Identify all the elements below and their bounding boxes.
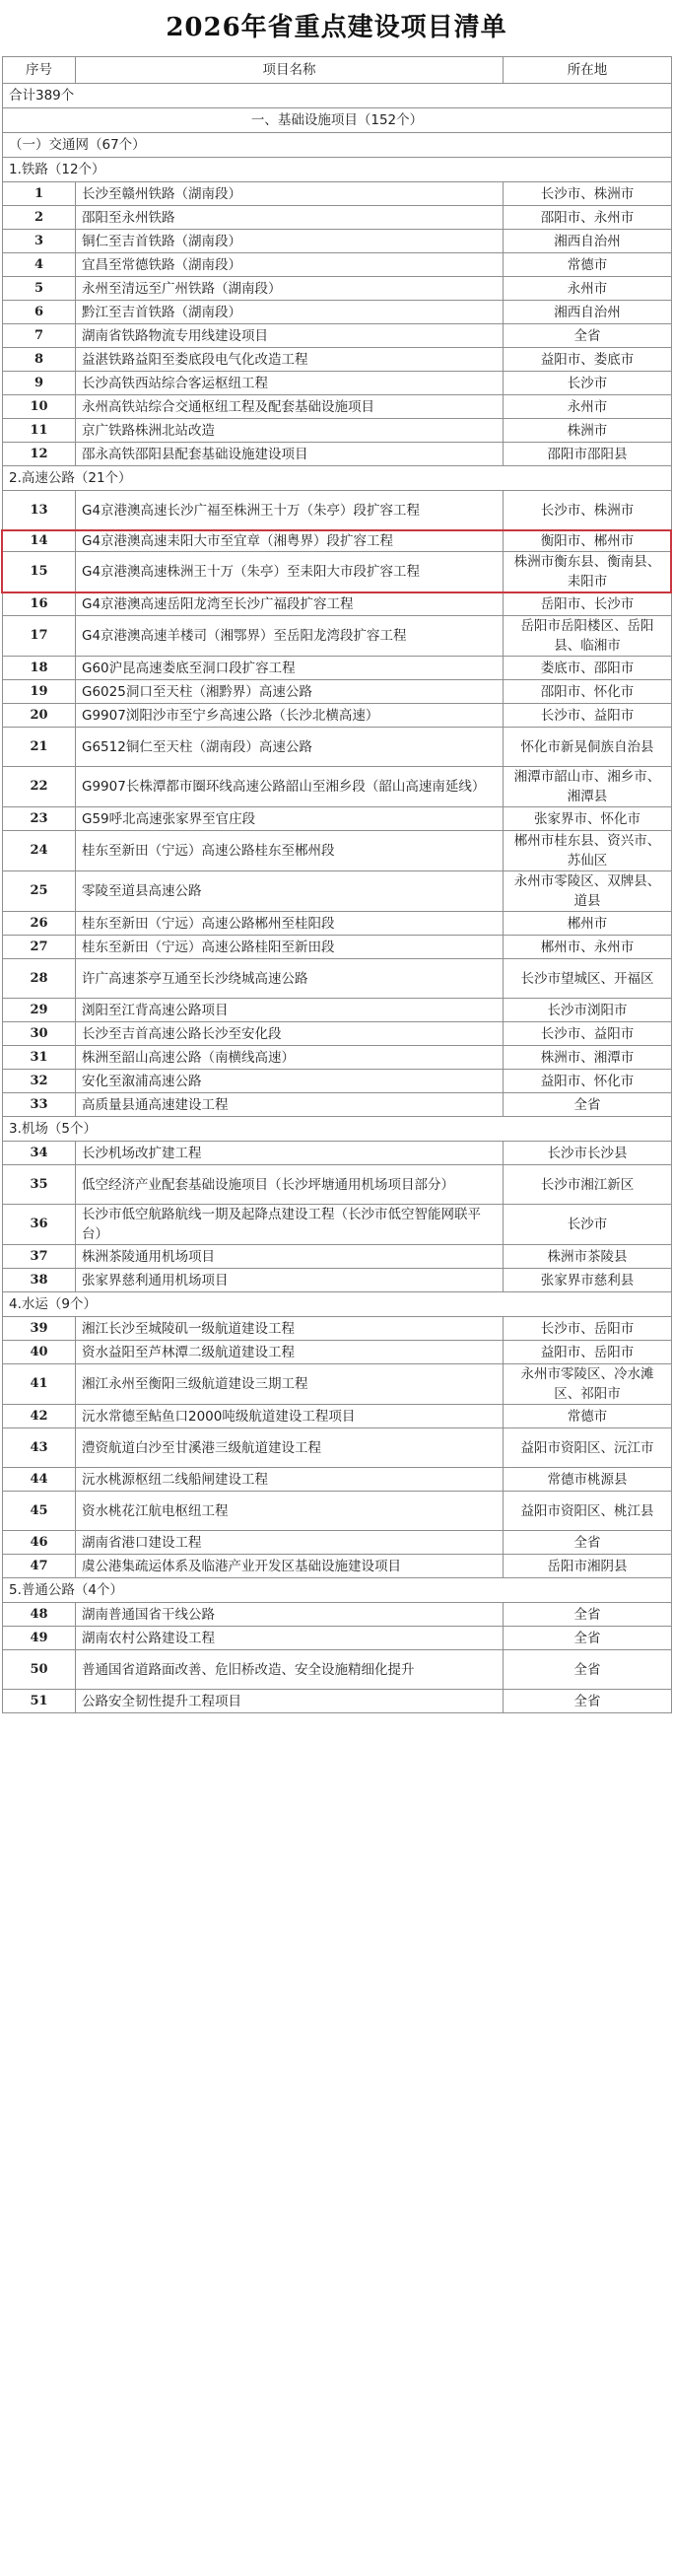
group-title: 1.铁路（12个）: [3, 158, 672, 182]
project-location: 张家界市慈利县: [504, 1269, 672, 1292]
table-row: [3, 1405, 672, 1428]
project-location: 岳阳市岳阳楼区、岳阳县、临湘市: [504, 616, 672, 657]
group-title: 2.高速公路（21个）: [3, 466, 672, 491]
group-row: [3, 158, 672, 182]
row-number: 43: [3, 1428, 76, 1468]
row-number: 20: [3, 704, 76, 728]
project-location: 岳阳市湘阴县: [504, 1555, 672, 1578]
table-row: [3, 871, 672, 912]
group-row: [3, 1578, 672, 1603]
table-row: [3, 1555, 672, 1578]
project-name: 桂东至新田（宁远）高速公路桂阳至新田段: [76, 936, 504, 959]
project-location: 娄底市、邵阳市: [504, 657, 672, 680]
row-number: 42: [3, 1405, 76, 1428]
row-number: 22: [3, 767, 76, 807]
subsection-row: [3, 133, 672, 158]
project-name: 公路安全韧性提升工程项目: [76, 1690, 504, 1713]
table-row: [3, 1317, 672, 1341]
table-header-row: [3, 57, 672, 84]
table-row: [3, 704, 672, 728]
project-location: 长沙市: [504, 1205, 672, 1245]
row-number: 21: [3, 728, 76, 767]
header-location: 所在地: [504, 57, 672, 84]
row-number: 30: [3, 1022, 76, 1046]
table-row: [3, 1364, 672, 1405]
project-name: 桂东至新田（宁远）高速公路桂东至郴州段: [76, 831, 504, 871]
project-name: 永州高铁站综合交通枢纽工程及配套基础设施项目: [76, 395, 504, 419]
table-row: [3, 1093, 672, 1117]
project-name: 长沙至赣州铁路（湖南段）: [76, 182, 504, 206]
project-name: G4京港澳高速株洲王十万（朱亭）至耒阳大市段扩容工程: [76, 552, 504, 592]
group-row: [3, 466, 672, 491]
project-name: 许广高速茶亭互通至长沙绕城高速公路: [76, 959, 504, 999]
project-name: 长沙市低空航路航线一期及起降点建设工程（长沙市低空智能网联平台）: [76, 1205, 504, 1245]
project-name: 低空经济产业配套基础设施项目（长沙坪塘通用机场项目部分）: [76, 1165, 504, 1205]
table-row: [3, 1165, 672, 1205]
table-row: [3, 592, 672, 616]
row-number: 13: [3, 491, 76, 530]
table-row: [3, 348, 672, 372]
project-name: G4京港澳高速耒阳大市至宜章（湘粤界）段扩容工程: [76, 530, 504, 552]
project-name: 长沙至吉首高速公路长沙至安化段: [76, 1022, 504, 1046]
project-name: 澧资航道白沙至甘溪港三级航道建设工程: [76, 1428, 504, 1468]
row-number: 23: [3, 807, 76, 831]
project-name: 湘江长沙至城陵矶一级航道建设工程: [76, 1317, 504, 1341]
group-title: 4.水运（9个）: [3, 1292, 672, 1317]
project-name: G9907浏阳沙市至宁乡高速公路（长沙北横高速）: [76, 704, 504, 728]
table-row: [3, 616, 672, 657]
project-location: 怀化市新晃侗族自治县: [504, 728, 672, 767]
project-location: 全省: [504, 324, 672, 348]
table-row: [3, 419, 672, 443]
row-number: 48: [3, 1603, 76, 1627]
project-name: 安化至溆浦高速公路: [76, 1070, 504, 1093]
project-location: 张家界市、怀化市: [504, 807, 672, 831]
row-number: 16: [3, 592, 76, 616]
project-name: 永州至清远至广州铁路（湖南段）: [76, 277, 504, 301]
row-number: 44: [3, 1468, 76, 1492]
project-name: G4京港澳高速岳阳龙湾至长沙广福段扩容工程: [76, 592, 504, 616]
project-name: G4京港澳高速长沙广福至株洲王十万（朱亭）段扩容工程: [76, 491, 504, 530]
row-number: 7: [3, 324, 76, 348]
project-name: 黔江至吉首铁路（湖南段）: [76, 301, 504, 324]
project-name: G6512铜仁至天柱（湖南段）高速公路: [76, 728, 504, 767]
project-name: 资水桃花江航电枢纽工程: [76, 1492, 504, 1531]
total-count: 合计389个: [3, 84, 672, 108]
project-location: 长沙市浏阳市: [504, 999, 672, 1022]
row-number: 12: [3, 443, 76, 466]
project-location: 长沙市湘江新区: [504, 1165, 672, 1205]
row-number: 45: [3, 1492, 76, 1531]
table-row: [3, 491, 672, 530]
project-location: 常德市: [504, 253, 672, 277]
project-name: 桂东至新田（宁远）高速公路郴州至桂阳段: [76, 912, 504, 936]
row-number: 38: [3, 1269, 76, 1292]
project-name: 沅水常德至鲇鱼口2000吨级航道建设工程项目: [76, 1405, 504, 1428]
project-name: 虞公港集疏运体系及临港产业开发区基础设施建设项目: [76, 1555, 504, 1578]
document-title: 2026年省重点建设项目清单: [166, 13, 507, 42]
table-row: [3, 1428, 672, 1468]
row-number: 51: [3, 1690, 76, 1713]
table-body: [3, 84, 672, 1713]
project-name: 湖南省港口建设工程: [76, 1531, 504, 1555]
project-location: 郴州市、永州市: [504, 936, 672, 959]
row-number: 47: [3, 1555, 76, 1578]
row-number: 6: [3, 301, 76, 324]
project-name: 宜昌至常德铁路（湖南段）: [76, 253, 504, 277]
row-number: 26: [3, 912, 76, 936]
project-name: 益湛铁路益阳至娄底段电气化改造工程: [76, 348, 504, 372]
project-location: 株洲市: [504, 419, 672, 443]
project-location: 益阳市资阳区、沅江市: [504, 1428, 672, 1468]
project-location: 长沙市、益阳市: [504, 704, 672, 728]
table-row: [3, 657, 672, 680]
row-number: 46: [3, 1531, 76, 1555]
row-number: 5: [3, 277, 76, 301]
project-location: 常德市: [504, 1405, 672, 1428]
row-number: 33: [3, 1093, 76, 1117]
table-row: [3, 230, 672, 253]
project-location: 郴州市: [504, 912, 672, 936]
header-name: 项目名称: [76, 57, 504, 84]
project-location: 益阳市、怀化市: [504, 1070, 672, 1093]
table-row: [3, 807, 672, 831]
table-row: [3, 912, 672, 936]
project-location: 长沙市望城区、开福区: [504, 959, 672, 999]
row-number: 31: [3, 1046, 76, 1070]
table-row: [3, 1690, 672, 1713]
table-row: [3, 301, 672, 324]
row-number: 24: [3, 831, 76, 871]
project-name: 普通国省道路面改善、危旧桥改造、安全设施精细化提升: [76, 1650, 504, 1690]
row-number: 41: [3, 1364, 76, 1405]
row-number: 14: [3, 530, 76, 552]
table-row: [3, 1603, 672, 1627]
group-row: [3, 1292, 672, 1317]
project-location: 湘西自治州: [504, 230, 672, 253]
row-number: 11: [3, 419, 76, 443]
project-name: 湖南普通国省干线公路: [76, 1603, 504, 1627]
project-location: 全省: [504, 1531, 672, 1555]
row-number: 17: [3, 616, 76, 657]
table-row: [3, 1245, 672, 1269]
project-location: 长沙市长沙县: [504, 1142, 672, 1165]
row-number: 29: [3, 999, 76, 1022]
project-name: 沅水桃源枢纽二线船闸建设工程: [76, 1468, 504, 1492]
project-location: 长沙市: [504, 372, 672, 395]
project-name: 长沙机场改扩建工程: [76, 1142, 504, 1165]
table-row: [3, 767, 672, 807]
project-location: 衡阳市、郴州市: [504, 530, 672, 552]
row-number: 39: [3, 1317, 76, 1341]
project-location: 邵阳市、永州市: [504, 206, 672, 230]
project-location: 郴州市桂东县、资兴市、苏仙区: [504, 831, 672, 871]
project-name: G6025洞口至天柱（湘黔界）高速公路: [76, 680, 504, 704]
table-row: [3, 999, 672, 1022]
project-location: 全省: [504, 1627, 672, 1650]
row-number: 40: [3, 1341, 76, 1364]
table-row: [3, 1070, 672, 1093]
project-name: G4京港澳高速羊楼司（湘鄂界）至岳阳龙湾段扩容工程: [76, 616, 504, 657]
table-row: [3, 530, 672, 552]
table-row: [3, 959, 672, 999]
section-title: 一、基础设施项目（152个）: [3, 108, 672, 133]
table-row: [3, 324, 672, 348]
table-row: [3, 443, 672, 466]
project-location: 邵阳市、怀化市: [504, 680, 672, 704]
row-number: 8: [3, 348, 76, 372]
total-row: [3, 84, 672, 108]
project-location: 长沙市、益阳市: [504, 1022, 672, 1046]
project-location: 株洲市衡东县、衡南县、耒阳市: [504, 552, 672, 592]
table-row: [3, 395, 672, 419]
project-location: 永州市: [504, 277, 672, 301]
table-row: [3, 1269, 672, 1292]
project-name: 湘江永州至衡阳三级航道建设三期工程: [76, 1364, 504, 1405]
project-location: 湘西自治州: [504, 301, 672, 324]
project-location: 邵阳市邵阳县: [504, 443, 672, 466]
table-row: [3, 1022, 672, 1046]
row-number: 27: [3, 936, 76, 959]
table-row: [3, 1627, 672, 1650]
row-number: 37: [3, 1245, 76, 1269]
project-name: 株洲茶陵通用机场项目: [76, 1245, 504, 1269]
table-row: [3, 1650, 672, 1690]
row-number: 15: [3, 552, 76, 592]
row-number: 34: [3, 1142, 76, 1165]
project-location: 益阳市、娄底市: [504, 348, 672, 372]
table-row: [3, 277, 672, 301]
table-row: [3, 728, 672, 767]
section-row: [3, 108, 672, 133]
project-location: 株洲市茶陵县: [504, 1245, 672, 1269]
project-location: 株洲市、湘潭市: [504, 1046, 672, 1070]
row-number: 10: [3, 395, 76, 419]
project-name: 湖南农村公路建设工程: [76, 1627, 504, 1650]
project-location: 长沙市、岳阳市: [504, 1317, 672, 1341]
project-location: 全省: [504, 1690, 672, 1713]
subsection-title: （一）交通网（67个）: [3, 133, 672, 158]
row-number: 2: [3, 206, 76, 230]
project-location: 长沙市、株洲市: [504, 491, 672, 530]
project-name: G9907长株潭都市圈环线高速公路韶山至湘乡段（韶山高速南延线）: [76, 767, 504, 807]
row-number: 36: [3, 1205, 76, 1245]
project-name: 高质量县通高速建设工程: [76, 1093, 504, 1117]
project-name: 零陵至道县高速公路: [76, 871, 504, 912]
row-number: 28: [3, 959, 76, 999]
project-name: 邵永高铁邵阳县配套基础设施建设项目: [76, 443, 504, 466]
row-number: 18: [3, 657, 76, 680]
group-title: 3.机场（5个）: [3, 1117, 672, 1142]
table-row: [3, 1046, 672, 1070]
project-location: 湘潭市韶山市、湘乡市、湘潭县: [504, 767, 672, 807]
project-location: 益阳市资阳区、桃江县: [504, 1492, 672, 1531]
project-table: [2, 56, 672, 1713]
table-row: [3, 206, 672, 230]
project-location: 全省: [504, 1650, 672, 1690]
project-location: 长沙市、株洲市: [504, 182, 672, 206]
table-row: [3, 372, 672, 395]
project-name: 邵阳至永州铁路: [76, 206, 504, 230]
table-row: [3, 831, 672, 871]
project-name: 张家界慈利通用机场项目: [76, 1269, 504, 1292]
row-number: 50: [3, 1650, 76, 1690]
project-location: 岳阳市、长沙市: [504, 592, 672, 616]
table-row: [3, 1142, 672, 1165]
table-row: [3, 936, 672, 959]
row-number: 25: [3, 871, 76, 912]
project-location: 永州市零陵区、双牌县、道县: [504, 871, 672, 912]
row-number: 19: [3, 680, 76, 704]
project-name: G60沪昆高速娄底至洞口段扩容工程: [76, 657, 504, 680]
row-number: 35: [3, 1165, 76, 1205]
table-row: [3, 1492, 672, 1531]
project-name: 长沙高铁西站综合客运枢纽工程: [76, 372, 504, 395]
row-number: 1: [3, 182, 76, 206]
table-row: [3, 552, 672, 592]
table-row: [3, 680, 672, 704]
row-number: 4: [3, 253, 76, 277]
group-title: 5.普通公路（4个）: [3, 1578, 672, 1603]
project-name: 资水益阳至芦林潭二级航道建设工程: [76, 1341, 504, 1364]
project-name: 株洲至韶山高速公路（南横线高速）: [76, 1046, 504, 1070]
project-name: G59呼北高速张家界至官庄段: [76, 807, 504, 831]
project-location: 全省: [504, 1093, 672, 1117]
group-row: [3, 1117, 672, 1142]
table-row: [3, 1468, 672, 1492]
table-row: [3, 1205, 672, 1245]
row-number: 49: [3, 1627, 76, 1650]
project-location: 永州市零陵区、冷水滩区、祁阳市: [504, 1364, 672, 1405]
project-name: 铜仁至吉首铁路（湖南段）: [76, 230, 504, 253]
project-location: 全省: [504, 1603, 672, 1627]
project-name: 京广铁路株洲北站改造: [76, 419, 504, 443]
header-seq: 序号: [3, 57, 76, 84]
project-location: 益阳市、岳阳市: [504, 1341, 672, 1364]
table-row: [3, 253, 672, 277]
project-name: 湖南省铁路物流专用线建设项目: [76, 324, 504, 348]
project-location: 常德市桃源县: [504, 1468, 672, 1492]
row-number: 9: [3, 372, 76, 395]
project-name: 浏阳至江背高速公路项目: [76, 999, 504, 1022]
row-number: 3: [3, 230, 76, 253]
table-row: [3, 182, 672, 206]
row-number: 32: [3, 1070, 76, 1093]
table-row: [3, 1341, 672, 1364]
table-row: [3, 1531, 672, 1555]
project-location: 永州市: [504, 395, 672, 419]
